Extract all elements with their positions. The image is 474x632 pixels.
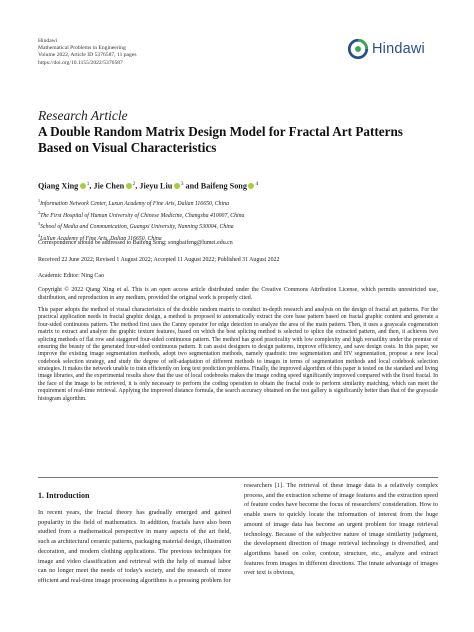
section-heading: 1. Introduction [38,491,90,500]
license-statement: Copyright © 2022 Qiang Xing et al. This is an open access article distributed under the Creative Commons Attribution License, which permits unrestricted use, distribution, and reproduction in any medium, provided the original work is properly cited. [38,287,438,301]
author-name[interactable]: Baifeng Song [200,181,247,191]
hindawi-logo-icon [347,38,369,60]
affiliation-item [38,197,244,209]
affiliation-text: School of Media and Communication, Guangxi University, Nanning 530004, China [40,224,234,231]
journal-name: Mathematical Problems in Engineering [38,45,126,52]
hindawi-logo [347,38,425,60]
correspondence: Correspondence should be addressed to Baifeng Song; songbaifeng@lumei.edu.cn [38,240,233,246]
orcid-icon[interactable] [174,183,180,189]
affiliations [38,197,244,244]
logo-text: Hindawi [372,41,425,57]
body-column-right: researchers [1]. The retrieval of these image data is a relatively complex process, and the extraction scheme of image features and the extraction speed of feature codes have become the focus of researchers' consideration. How to enable users to quickly locate the information of interest from the huge amount of image data has become an urgent problem for image retrieval technology. Because of the subjective nature of image similarity judgment, the development direction of image retrieval technology is diversified, and algorithms based on color, contour, structure, etc., analyze and extract features from images in different directions. The innate advantage of images over text is obvious, [244,482,439,577]
orcid-icon[interactable] [248,183,254,189]
abstract: This paper adopts the method of visual characteristics of the double random matrix to conduct in-depth research and analysis on the design of fractal art patterns. For the practical application needs in fractal graphic design, a method is proposed to automatically extract the core base pattern based on fractal graphic content and generate a four-sided continuous pattern. The method first uses the Canny operator for edge detection to analyze the area of the main pattern. Then, it uses a grayscale cogeneration matrix to extract and analyze the graphic texture features, based on which the best splicing method is selected to splice the extracted pattern, and then, it achieves two splicing methods of flat row and staggered four-sided continuous pattern. The method has good practicality with low complexity and high versatility under the premise of ensuring the beauty of the generated four-sided continuous pattern. It can assist designers to design patterns, improve efficiency, and save design costs. In this paper, we improve the existing image segmentation methods, adopt two segmentation methods, namely quadratic tree segmentation and HV segmentation, propose a new local codebook selection strategy, and study the degree of self-adaptation of different methods to images in terms of segmentation methods and local codebook selection strategies. It makes the network unable to train efficiently on long text prediction problems. Finally, the improved algorithm of this paper is tested on the standard and living image libraries, and the experimental results show that the use of local codebooks makes the image coding speed significantly improved compared with the fixed fractal. In the face of the image to be retrieved, it is only necessary to perform the coding operation to obtain the fractal code to perform similarity matching, which can meet the requirement of real-time retrieval. Applying the improved distance formula, the search accuracy obtained on the test gallery is significantly better than that of the grayscale histogram algorithm. [38,307,438,402]
paper-title: A Double Random Matrix Design Model for Fractal Art Patterns Based on Visual Characteristics [38,124,403,155]
author-separator: and [183,181,201,191]
affiliation-marker: 2 [38,209,41,215]
publication-dates: Received 22 June 2022; Revised 1 August 2022; Accepted 11 August 2022; Published 31 August 2022 [38,257,280,263]
orcid-icon[interactable] [126,183,132,189]
volume-info: Volume 2022, Article ID 5376587, 11 pages [38,52,137,59]
academic-editor: Academic Editor: Ning Cao [38,273,104,279]
affiliation-marker: 1 [38,198,41,203]
affiliation-text: LuXun Academy of Fine Arts, Dalian 116650, China [40,235,162,242]
affiliation-text: Information Network Center, Luxun Academy of Fine Arts, Dalian 116650, China [40,200,229,207]
body-column-left: In recent years, the fractal theory has gradually emerged and gained popularity in the field of mathematics. In addition, fractals have also been studied from a mathematical perspective in many aspects of the art field, such as architectural ceramic patterns, packaging material design, illustration decoration, and modern clothing applications. The previous techniques for image and video classification and retrieval with the help of manual labor can no longer meet the needs of today's society, and the research of more efficient and real-time image processing algorithms is a pressing problem for [38,509,231,585]
article-type: Research Article [38,108,128,123]
author-name[interactable]: Qiang Xing [38,181,79,191]
author-separator: , [135,181,140,191]
journal-info [38,38,137,67]
publisher-name: Hindawi [38,38,58,44]
author-list [38,181,258,191]
affiliation-marker: 4 [38,232,41,238]
author-name[interactable]: Jie Chen [93,181,125,191]
affiliation-marker: 3 [38,221,41,227]
author-affiliation-marker: 3 [180,181,184,187]
doi-link[interactable]: https://doi.org/10.1155/2022/5376587 [38,59,123,66]
author-affiliation-marker: 1 [86,181,90,187]
affiliation-item [38,220,244,232]
section-divider [38,477,438,478]
author-separator: , [89,181,94,191]
affiliation-text: The First Hospital of Human University of Chinese Medicine, Changsha 410007, China [40,212,245,219]
author-affiliation-marker: 2 [132,181,136,187]
author-name[interactable]: Jieyu Liu [139,181,173,191]
author-affiliation-marker: 4 [255,181,259,187]
affiliation-item [38,209,244,221]
orcid-icon[interactable] [80,183,86,189]
